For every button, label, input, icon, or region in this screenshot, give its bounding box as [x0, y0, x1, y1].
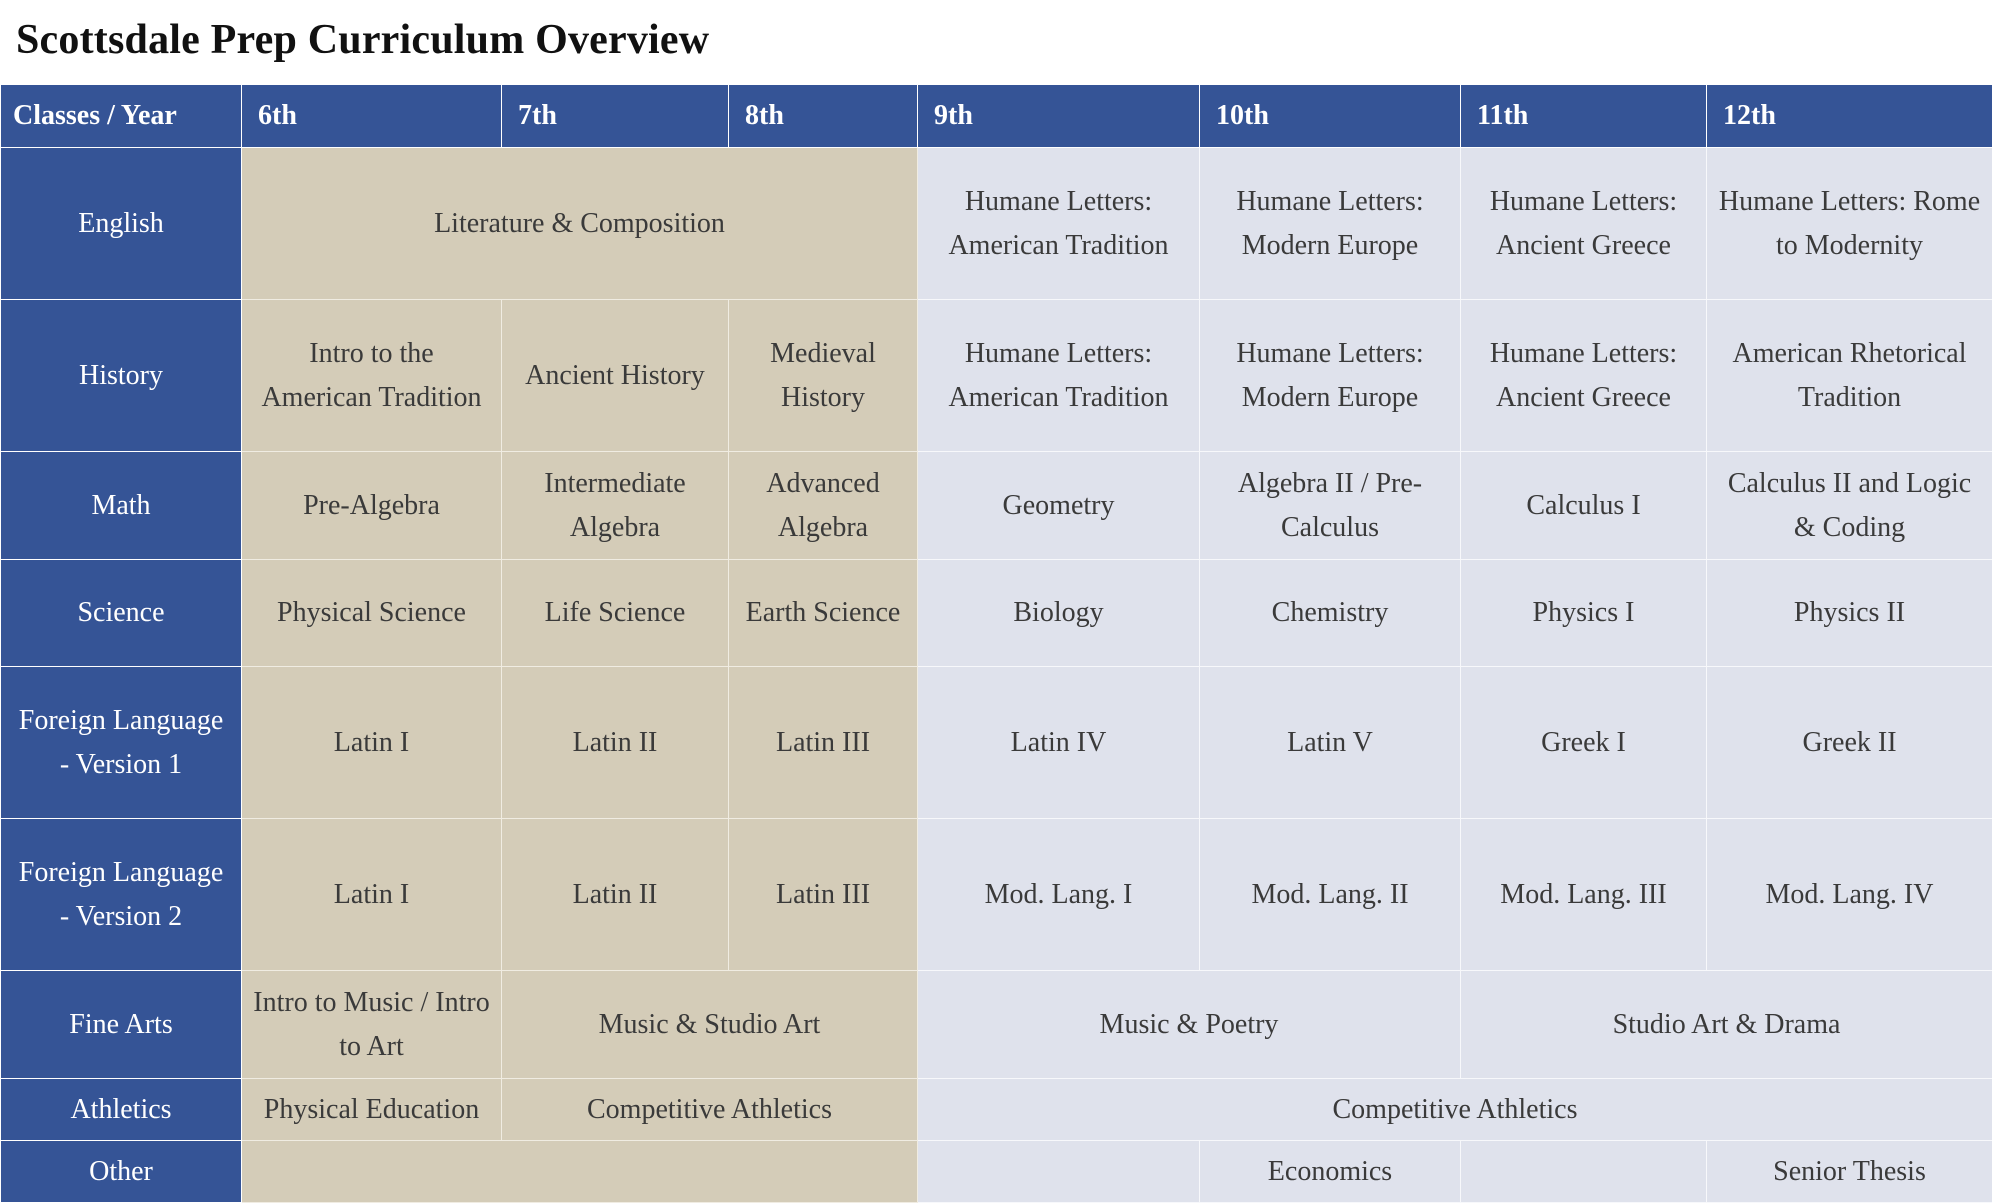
cell-english-11: Humane Letters: Ancient Greece — [1461, 148, 1707, 300]
cell-fl2-7: Latin II — [502, 819, 729, 971]
cell-fl2-6: Latin I — [242, 819, 502, 971]
cell-science-8: Earth Science — [729, 560, 918, 667]
cell-history-7: Ancient History — [502, 300, 729, 452]
cell-fl2-12: Mod. Lang. IV — [1707, 819, 1992, 971]
cell-science-12: Physics II — [1707, 560, 1992, 667]
cell-fl1-7: Latin II — [502, 667, 729, 819]
cell-math-7: Intermediate Algebra — [502, 452, 729, 560]
table-row-history — [1, 300, 1992, 452]
header-classes-year: Classes / Year — [1, 85, 242, 148]
cell-history-8: Medieval History — [729, 300, 918, 452]
header-11th: 11th — [1461, 85, 1707, 148]
cell-other-10: Economics — [1200, 1141, 1461, 1203]
cell-fl1-12: Greek II — [1707, 667, 1992, 819]
cell-finearts-7-8: Music & Studio Art — [502, 971, 918, 1079]
cell-other-9 — [918, 1141, 1200, 1203]
row-label-english: English — [1, 148, 242, 300]
cell-english-ms: Literature & Composition — [242, 148, 918, 300]
cell-fl1-9: Latin IV — [918, 667, 1200, 819]
cell-science-10: Chemistry — [1200, 560, 1461, 667]
cell-fl2-9: Mod. Lang. I — [918, 819, 1200, 971]
cell-science-6: Physical Science — [242, 560, 502, 667]
cell-fl1-11: Greek I — [1461, 667, 1707, 819]
cell-history-9: Humane Letters: American Tradition — [918, 300, 1200, 452]
cell-fl2-8: Latin III — [729, 819, 918, 971]
cell-math-10: Algebra II / Pre-Calculus — [1200, 452, 1461, 560]
row-label-athletics: Athletics — [1, 1079, 242, 1141]
cell-math-6: Pre-Algebra — [242, 452, 502, 560]
cell-athletics-7-8: Competitive Athletics — [502, 1079, 918, 1141]
cell-math-12: Calculus II and Logic & Coding — [1707, 452, 1992, 560]
table-row-science — [1, 560, 1992, 667]
header-7th: 7th — [502, 85, 729, 148]
cell-science-7: Life Science — [502, 560, 729, 667]
table-row-foreign-language-1 — [1, 667, 1992, 819]
cell-fl1-6: Latin I — [242, 667, 502, 819]
cell-english-9: Humane Letters: American Tradition — [918, 148, 1200, 300]
row-label-foreign-language-1: Foreign Language - Version 1 — [1, 667, 242, 819]
cell-math-11: Calculus I — [1461, 452, 1707, 560]
cell-history-11: Humane Letters: Ancient Greece — [1461, 300, 1707, 452]
cell-math-9: Geometry — [918, 452, 1200, 560]
cell-finearts-11-12: Studio Art & Drama — [1461, 971, 1992, 1079]
table-row-fine-arts — [1, 971, 1992, 1079]
cell-fl2-11: Mod. Lang. III — [1461, 819, 1707, 971]
cell-science-9: Biology — [918, 560, 1200, 667]
cell-history-6: Intro to the American Tradition — [242, 300, 502, 452]
cell-other-11 — [1461, 1141, 1707, 1203]
cell-fl1-10: Latin V — [1200, 667, 1461, 819]
cell-other-12: Senior Thesis — [1707, 1141, 1992, 1203]
header-6th: 6th — [242, 85, 502, 148]
row-label-other: Other — [1, 1141, 242, 1203]
cell-history-12: American Rhetorical Tradition — [1707, 300, 1992, 452]
page-title: Scottsdale Prep Curriculum Overview — [16, 8, 709, 76]
row-label-foreign-language-2: Foreign Language - Version 2 — [1, 819, 242, 971]
cell-other-ms — [242, 1141, 918, 1203]
row-label-science: Science — [1, 560, 242, 667]
curriculum-table — [0, 84, 1992, 1203]
row-label-math: Math — [1, 452, 242, 560]
cell-english-10: Humane Letters: Modern Europe — [1200, 148, 1461, 300]
cell-finearts-6: Intro to Music / Intro to Art — [242, 971, 502, 1079]
table-row-math — [1, 452, 1992, 560]
row-label-history: History — [1, 300, 242, 452]
header-8th: 8th — [729, 85, 918, 148]
header-12th: 12th — [1707, 85, 1992, 148]
cell-athletics-hs: Competitive Athletics — [918, 1079, 1992, 1141]
cell-finearts-9-10: Music & Poetry — [918, 971, 1461, 1079]
table-row-english — [1, 148, 1992, 300]
cell-fl2-10: Mod. Lang. II — [1200, 819, 1461, 971]
header-row — [1, 85, 1992, 148]
table-row-athletics — [1, 1079, 1992, 1141]
cell-english-12: Humane Letters: Rome to Modernity — [1707, 148, 1992, 300]
cell-science-11: Physics I — [1461, 560, 1707, 667]
header-9th: 9th — [918, 85, 1200, 148]
cell-fl1-8: Latin III — [729, 667, 918, 819]
cell-math-8: Advanced Algebra — [729, 452, 918, 560]
table-row-foreign-language-2 — [1, 819, 1992, 971]
header-10th: 10th — [1200, 85, 1461, 148]
row-label-fine-arts: Fine Arts — [1, 971, 242, 1079]
table-row-other — [1, 1141, 1992, 1203]
cell-history-10: Humane Letters: Modern Europe — [1200, 300, 1461, 452]
cell-athletics-6: Physical Education — [242, 1079, 502, 1141]
